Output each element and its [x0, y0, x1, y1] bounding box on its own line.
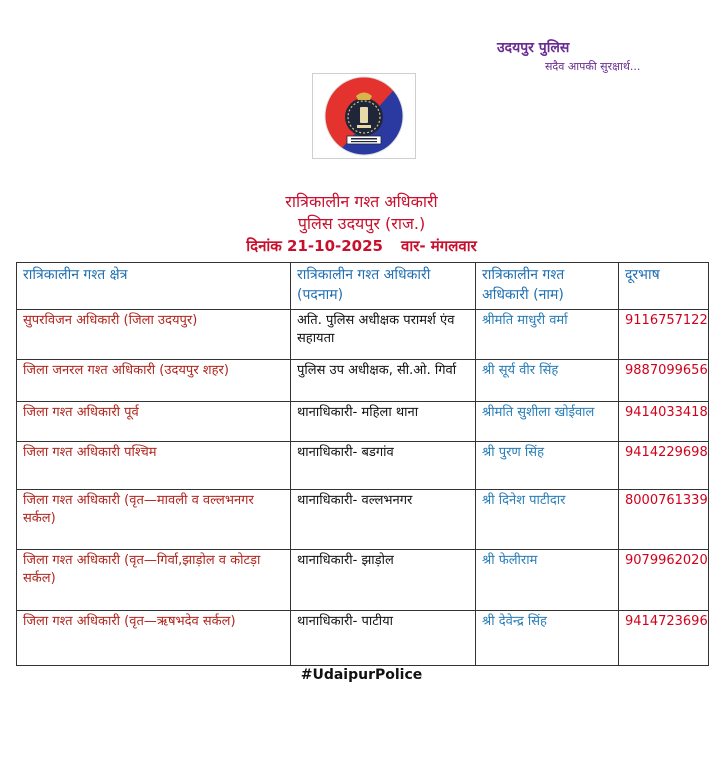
title-police-udaipur: पुलिस उदयपुर (राज.)	[297, 214, 426, 233]
table-row	[17, 310, 709, 360]
phone-cell[interactable]: 9414723696	[619, 611, 709, 666]
rank-cell: थानाधिकारी- पाटीया	[291, 611, 476, 666]
org-tagline: सदैव आपकी सुरक्षार्थ...	[545, 60, 641, 73]
rank-cell: थानाधिकारी- झाड़ोल	[291, 550, 476, 611]
area-cell: जिला गश्त अधिकारी पश्चिम	[17, 442, 291, 490]
header-area: रात्रिकालीन गश्त क्षेत्र	[17, 263, 291, 310]
rank-cell: पुलिस उप अधीक्षक, सी.ओ. गिर्वा	[291, 360, 476, 402]
phone-cell[interactable]: 9079962020	[619, 550, 709, 611]
org-name: उदयपुर पुलिस	[497, 40, 570, 56]
phone-cell[interactable]: 9414033418	[619, 402, 709, 442]
phone-cell[interactable]: 9414229698	[619, 442, 709, 490]
name-cell: श्री सूर्य वीर सिंह	[476, 360, 619, 402]
area-cell: जिला जनरल गश्त अधिकारी (उदयपुर शहर)	[17, 360, 291, 402]
name-cell: श्री दिनेश पाटीदार	[476, 490, 619, 550]
phone-cell[interactable]: 8000761339	[619, 490, 709, 550]
table-row	[17, 550, 709, 611]
name-cell: श्रीमति माधुरी वर्मा	[476, 310, 619, 360]
rank-cell: थानाधिकारी- बडगांव	[291, 442, 476, 490]
date-line	[0, 236, 723, 256]
table-header-row	[17, 263, 709, 310]
name-cell: श्रीमति सुशीला खोईवाल	[476, 402, 619, 442]
table-row	[17, 402, 709, 442]
patrol-roster-table	[16, 262, 709, 666]
table-row	[17, 442, 709, 490]
name-cell: श्री पुरण सिंह	[476, 442, 619, 490]
org-header	[497, 38, 640, 74]
header-rank: रात्रिकालीन गश्त अधिकारी (पदनाम)	[291, 263, 476, 310]
table-row	[17, 611, 709, 666]
area-cell: जिला गश्त अधिकारी पूर्व	[17, 402, 291, 442]
rank-cell: थानाधिकारी- वल्लभनगर	[291, 490, 476, 550]
date-text: दिनांक 21-10-2025	[246, 237, 383, 255]
police-logo	[312, 73, 416, 159]
name-cell: श्री फेलीराम	[476, 550, 619, 611]
area-cell: जिला गश्त अधिकारी (वृत—ऋषभदेव सर्कल)	[17, 611, 291, 666]
area-cell: जिला गश्त अधिकारी (वृत—मावली व वल्लभनगर सर्कल)	[17, 490, 291, 550]
table-row	[17, 490, 709, 550]
title-night-patrol: रात्रिकालीन गश्त अधिकारी	[285, 192, 438, 211]
rank-cell: अति. पुलिस अधीक्षक परामर्श एंव सहायता	[291, 310, 476, 360]
area-cell: जिला गश्त अधिकारी (वृत—गिर्वा,झाड़ोल व कोटड़ा सर्कल)	[17, 550, 291, 611]
area-cell: सुपरविजन अधिकारी (जिला उदयपुर)	[17, 310, 291, 360]
hashtag[interactable]: #UdaipurPolice	[300, 667, 423, 683]
day-text: वार- मंगलवार	[400, 237, 477, 255]
header-name: रात्रिकालीन गश्त अधिकारी (नाम)	[476, 263, 619, 310]
table-row	[17, 360, 709, 402]
rank-cell: थानाधिकारी- महिला थाना	[291, 402, 476, 442]
rajasthan-police-emblem-icon	[313, 74, 415, 158]
phone-cell[interactable]: 9887099656	[619, 360, 709, 402]
phone-cell[interactable]: 9116757122	[619, 310, 709, 360]
header-phone: दूरभाष	[619, 263, 709, 310]
name-cell: श्री देवेन्द्र सिंह	[476, 611, 619, 666]
